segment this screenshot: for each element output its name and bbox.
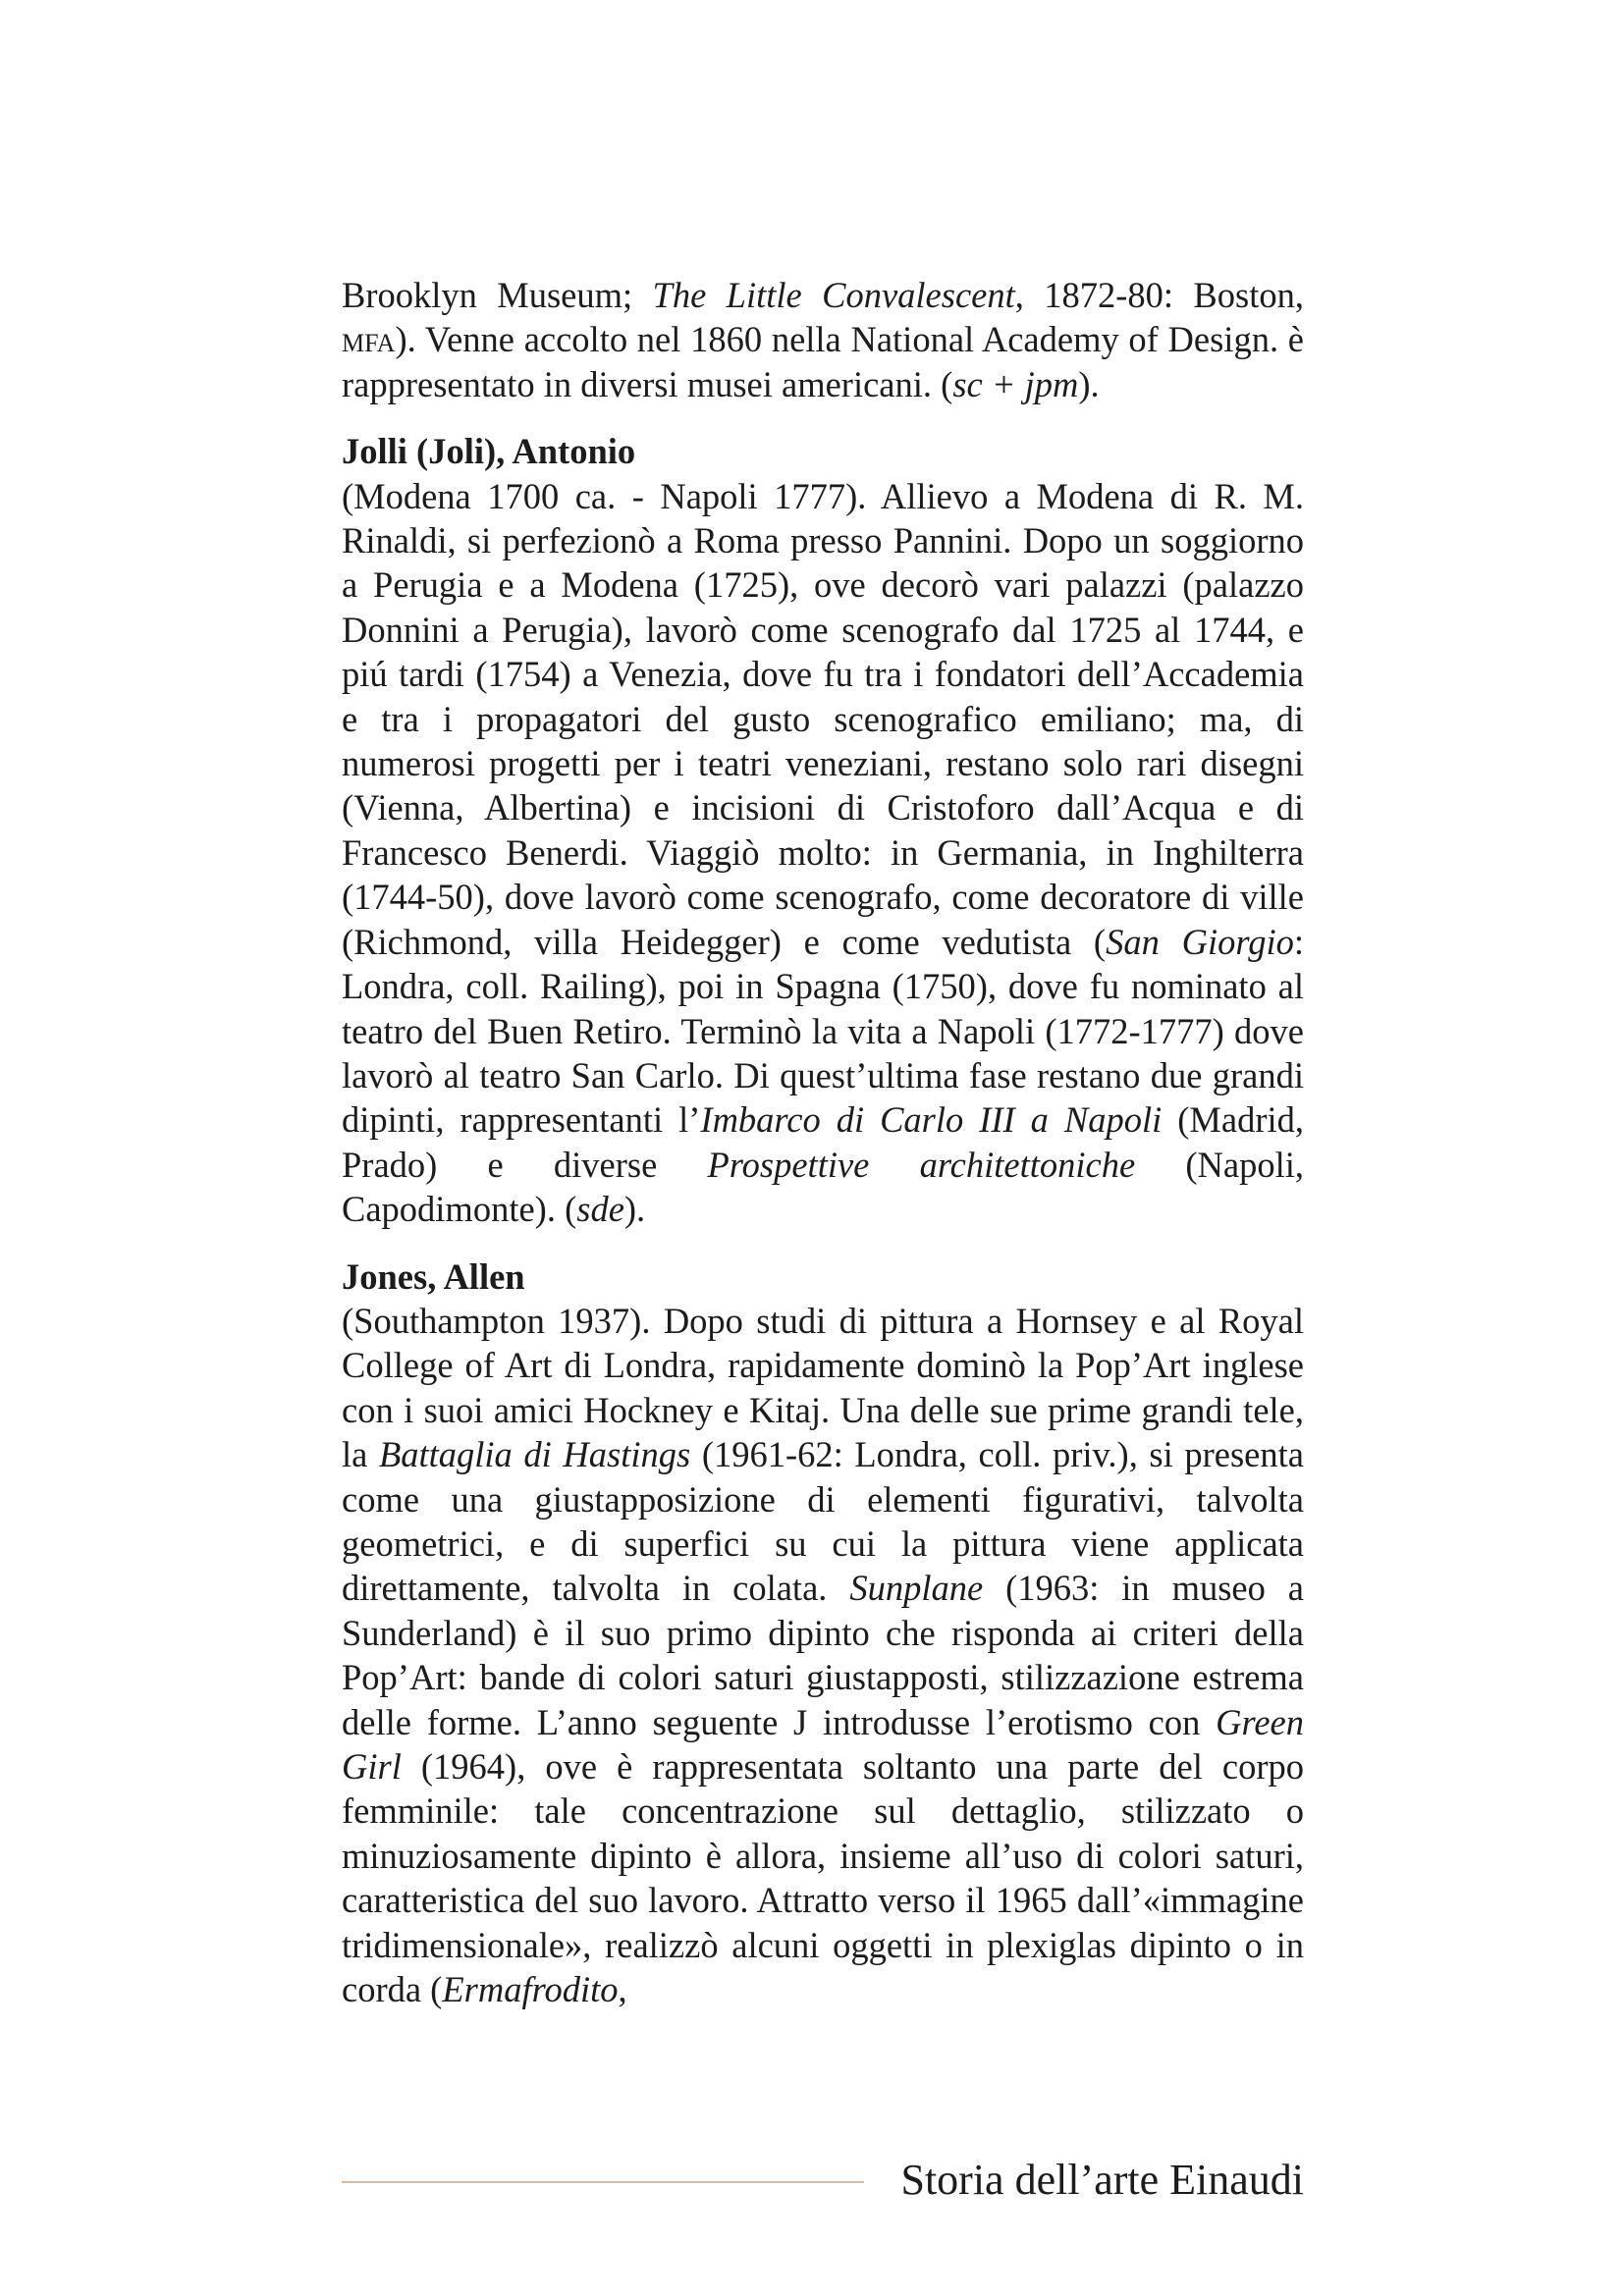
entry-text: (1961-62: Londra, coll. priv.), si presenta come una giustapposizione di elementi figurativi, talvolta geometrici, e di superfici su cui la pittura viene applicata direttamente, talvolta in colata.: [342, 1434, 1304, 1609]
intro-text-2: , 1872-80: Boston,: [1014, 275, 1304, 315]
entry-text: ).: [623, 1189, 646, 1230]
entry-text: (Modena 1700 ca. - Napoli 1777). Allievo a Modena di R. M. Rinaldi, si perfezionò a Roma presso Pannini. Dopo un soggiorno a Perugia e a Modena (1725), ove decorò vari palazzi (palazzo Donnini a Perugia), lavorò come scenografo dal 1725 al 1744, e piú tardi (1754) a Venezia, dove fu tra i fondatori dell’Accademia e tra i propagatori del gusto scenografico emiliano; ma, di numerosi progetti per i teatri veneziani, restano solo rari disegni (Vienna, Albertina) e incisioni di Cristoforo dall’Acqua e di Francesco Benerdi. Viaggiò molto: in Germania, in Inghilterra (1744-50), dove lavorò come scenografo, come decoratore di ville (Richmond, villa Heidegger) e come vedutista (: [342, 475, 1304, 962]
intro-museum-abbreviation: mfa: [342, 319, 396, 360]
intro-text-3: ). Venne accolto nel 1860 nella National Academy of Design. è rappresentato in diversi musei americani. (: [342, 319, 1304, 404]
intro-text-1: Brooklyn Museum;: [342, 275, 653, 315]
intro-author-initials: sc + jpm: [952, 363, 1079, 404]
entry-text: (Madrid, Prado) e diverse: [342, 1099, 1304, 1185]
entry-author-initials: sde: [576, 1189, 624, 1230]
entry-spacer: [342, 406, 1304, 429]
intro-text-4: ).: [1078, 363, 1100, 404]
entry-text: (1964), ove è rappresentata soltanto una parte del corpo femminile: tale concentrazione sul dettaglio, stilizzato o minuziosamente dipinto è allora, insieme all’uso di colori saturi, caratteristica del suo lavoro. Attratto verso il 1965 dall’«immagine tridimensionale», realizzò alcuni oggetti in plexiglas dipinto o in corda (: [342, 1746, 1304, 2010]
entry-spacer: [342, 1232, 1304, 1255]
entry-body-jones: [342, 1299, 1304, 2012]
entry-work-title: Green Girl: [342, 1701, 1304, 1787]
entry-work-title: San Giorgio: [1106, 921, 1294, 962]
entry-text: : Londra, coll. Railing), poi in Spagna (1750), dove fu nominato al teatro del Buen Retiro. Terminò la vita a Napoli (1772-1777) dove lavorò al teatro San Carlo. Di quest’ultima fase restano due grandi dipinti, rappresentanti l’: [342, 921, 1304, 1141]
footer-publication-title: Storia dell’arte Einaudi: [900, 2156, 1304, 2204]
entry-work-title: Imbarco di Carlo III a Napoli: [700, 1099, 1163, 1141]
entry-work-title: Battaglia di Hastings: [378, 1434, 691, 1475]
entry-body-jolli: [342, 474, 1304, 1232]
intro-work-title: The Little Convalescent: [652, 275, 1015, 315]
entry-heading-jones: Jones, Allen: [342, 1255, 525, 1297]
entry-text: (Napoli, Capodimonte). (: [342, 1144, 1305, 1230]
page-text-column: [342, 273, 1304, 2011]
entry-work-title: Ermafrodito: [442, 1969, 619, 2010]
entry-work-title: Sunplane: [849, 1568, 984, 1609]
intro-paragraph: [342, 273, 1304, 406]
footer-rule: [342, 2181, 864, 2183]
entry-text: (1963: in museo a Sunderland) è il suo primo dipinto che risponda ai criteri della Pop’Art: bande di colori saturi giustapposti, stilizzazione estrema delle forme. L’anno seguente J introdusse l’erotismo con: [342, 1568, 1304, 1742]
entry-text: ,: [618, 1969, 627, 2010]
entry-work-title: Prospettive architettoniche: [707, 1144, 1136, 1185]
entry-text: (Southampton 1937). Dopo studi di pittura a Hornsey e al Royal College of Art di Londra, rapidamente dominò la Pop’Art inglese con i suoi amici Hockney e Kitaj. Una delle sue prime grandi tele, la: [342, 1300, 1304, 1475]
entry-heading-jolli: Jolli (Joli), Antonio: [342, 431, 636, 472]
